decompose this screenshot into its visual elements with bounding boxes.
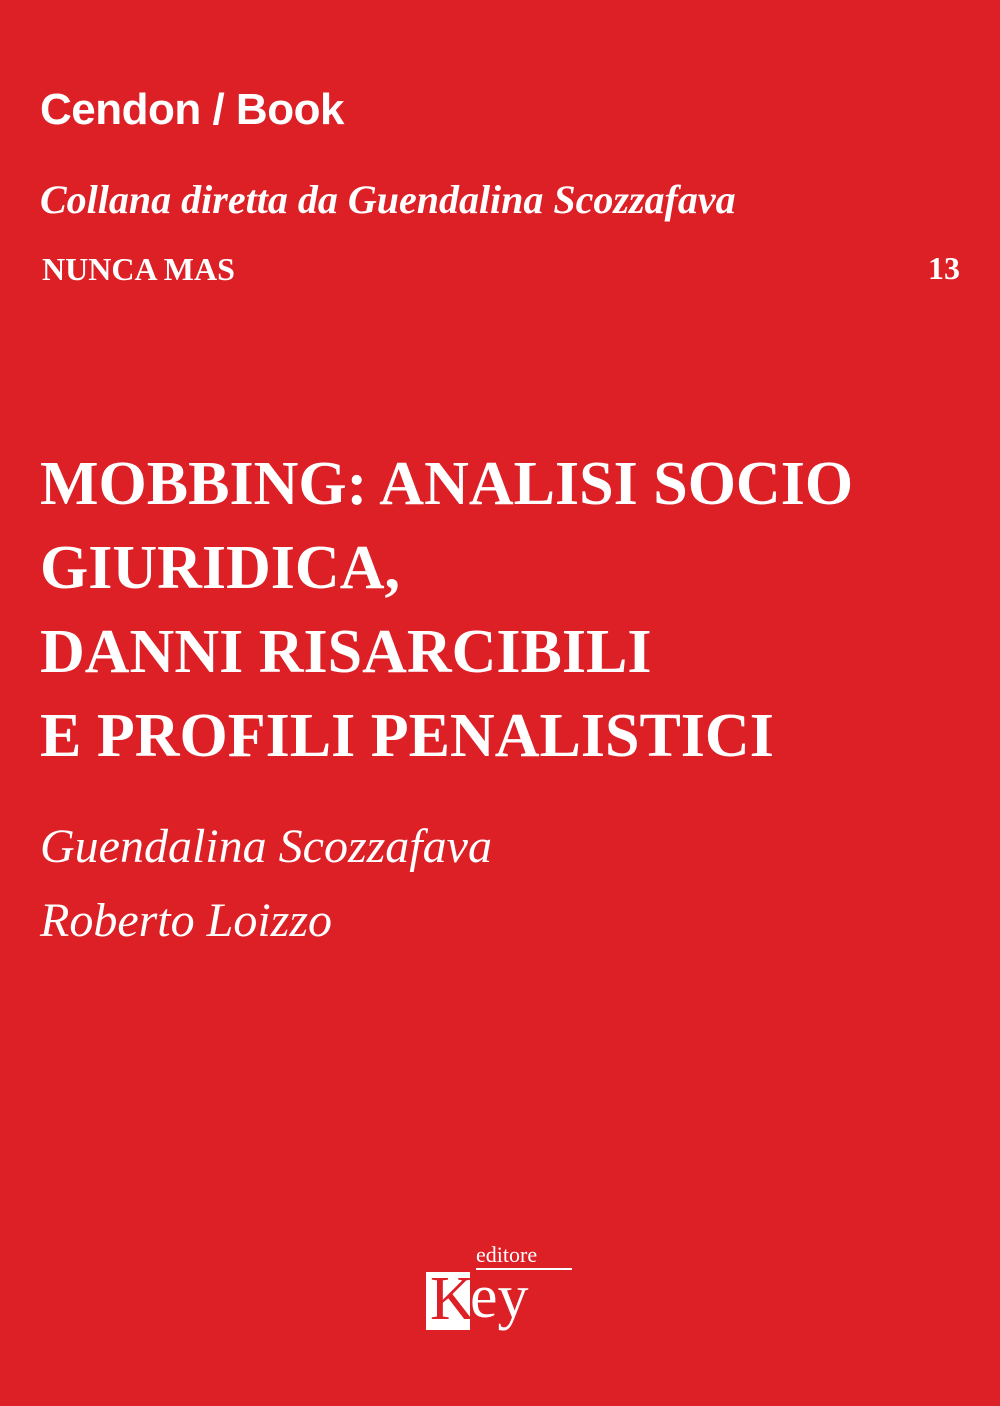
- series-editor-line: Collana diretta da Guendalina Scozzafava: [40, 177, 736, 222]
- author-2: Roberto Loizzo: [40, 894, 333, 947]
- series-number: 13: [928, 250, 960, 286]
- publisher-logo: [426, 1244, 576, 1334]
- title-line-1: MOBBING: ANALISI SOCIO: [40, 450, 854, 518]
- title-line-2: GIURIDICA,: [40, 534, 400, 602]
- book-title: [40, 442, 980, 778]
- series-name: NUNCA MAS: [42, 251, 235, 287]
- series-brand: Cendon / Book: [40, 85, 344, 134]
- title-line-3: DANNI RISARCIBILI: [40, 618, 652, 686]
- logo-box-letter: K: [430, 1265, 475, 1333]
- author-1: Guendalina Scozzafava: [40, 820, 492, 873]
- logo-box: [426, 1265, 475, 1333]
- title-line-4: E PROFILI PENALISTICI: [40, 702, 774, 770]
- logo-rest-letters: ey: [470, 1263, 529, 1331]
- logo-editore-label: editore: [476, 1242, 538, 1267]
- authors: [40, 810, 492, 958]
